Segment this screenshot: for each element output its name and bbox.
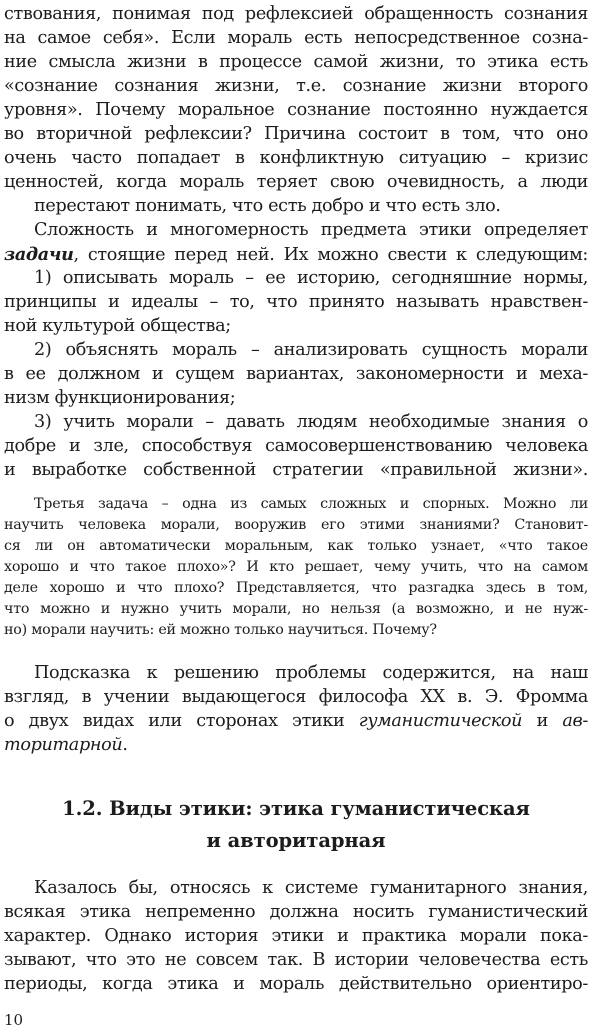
text-line: о двух видах или сторонах этики гуманистической и ав- [4,711,588,731]
text-line: ние смысла жизни в процессе самой жизни, то этика есть [4,52,588,72]
text-line: задачи, стоящие перед ней. Их можно свести к следующим: [4,244,588,265]
text-line: характер. Однако история этики и практика морали пока- [4,926,588,946]
text-line: Казалось бы, относясь к системе гуманитарного знания, [34,878,588,898]
list-item-2: 2) объяснять мораль – анализировать сущность морали [34,340,588,360]
text-line: и выработке собственной стратегии «правильной жизни». [4,460,588,480]
text-line: хорошо и что такое плохо»? И кто решает, чему учить, что на самом [4,559,588,575]
text-line: ценностей, когда мораль теряет свою очевидность, а люди [4,172,588,192]
text-line: деле хорошо и что плохо? Представляется, что разгадка здесь в том, [4,580,588,596]
text-line: в ее должном и сущем вариантах, закономерности и меха- [4,364,588,384]
text-line: торитарной. [4,735,128,755]
text-line: периоды, когда этика и мораль действительно ориентиро- [4,974,588,994]
text-line: взгляд, в учении выдающегося философа XX в. Э. Фромма [4,687,588,707]
text-line: ной культурой общества; [4,316,231,336]
text-line: «сознание сознания жизни, т.е. сознание жизни второго [4,76,588,96]
text-line: уровня». Почему моральное сознание постоянно нуждается [4,100,588,120]
list-item-1: 1) описывать мораль – ее историю, сегодняшние нормы, [34,268,588,288]
text-line: ся ли он автоматически моральным, как только узнает, «что такое [4,538,588,554]
text-line: зывают, что это не совсем так. В истории человечества есть [4,950,588,970]
section-heading: 1.2. Виды этики: этика гуманистическая [62,797,530,820]
text-line: принципы и идеалы – то, что принято называть нравствен- [4,292,588,312]
text-line: на самое себя». Если мораль есть непосредственное созна- [4,28,588,48]
page-number: 10 [4,1011,24,1029]
text-line: во вторичной рефлексии? Причина состоит в том, что оно [4,124,588,144]
emphasis-authoritarian: ав- [562,711,588,731]
text-line: Подсказка к решению проблемы содержится, на наш [34,663,588,683]
text-line: перестают понимать, что есть добро и что есть зло. [34,196,501,216]
list-item-3: 3) учить морали – давать людям необходимые знания о [34,412,588,432]
text-line: низм функционирования; [4,388,236,408]
text-line: добре и зле, способствуя самосовершенствованию человека [4,436,588,456]
text-line: что можно и нужно учить морали, но нельзя (а возможно, и не нуж- [4,601,588,617]
text-line: научить человека морали, вооружив его этими знаниями? Становит- [4,517,588,533]
text-line: очень часто попадает в конфликтную ситуацию – кризис [4,148,588,168]
section-heading-cont: и авторитарная [206,829,386,852]
emphasis-humanistic: гуманистической [358,711,523,731]
emphasis-tasks: задачи [4,244,74,265]
text-line: Сложность и многомерность предмета этики определяет [34,220,588,240]
text-line: ствования, понимая под рефлексией обращенность сознания [4,4,588,24]
text-line: всякая этика непременно должна носить гуманистический [4,902,588,922]
text-line: но) морали научить: ей можно только научиться. Почему? [4,622,437,638]
text-line: Третья задача – одна из самых сложных и спорных. Можно ли [34,496,588,512]
